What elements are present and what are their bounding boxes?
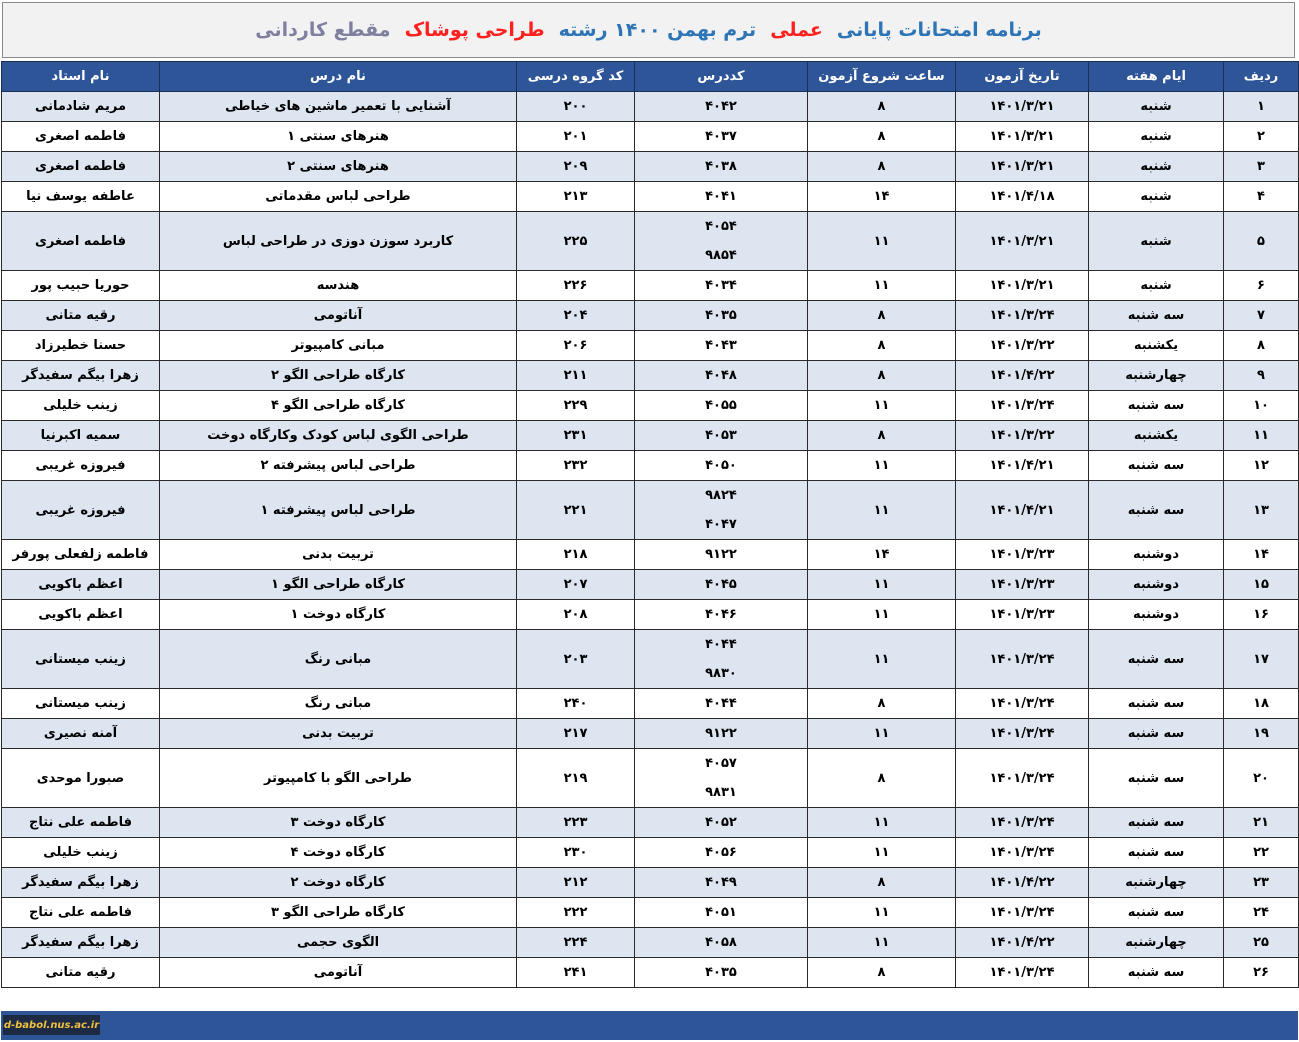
group-code-cell: ۲۲۴ — [517, 928, 635, 958]
course-code-value: ۴۰۴۳ — [705, 338, 737, 353]
row-number-cell: ۱۴ — [1224, 540, 1299, 570]
title-part5: مقطع کاردانی — [255, 19, 391, 41]
row-number-cell: ۱۷ — [1224, 630, 1299, 689]
group-code-cell: ۲۰۴ — [517, 301, 635, 331]
weekday-cell: سه شنبه — [1089, 301, 1224, 331]
table-row — [2, 928, 1299, 958]
course-code-value: ۹۸۵۴ — [705, 248, 737, 263]
teacher-name-cell: زینب خلیلی — [2, 391, 160, 421]
course-code-value: ۴۰۴۲ — [705, 99, 737, 114]
course-code-cell — [635, 540, 808, 570]
exam-date-cell: ۱۴۰۱/۴/۲۱ — [956, 481, 1089, 540]
course-name-cell: کارگاه طراحی الگو ۲ — [160, 361, 517, 391]
weekday-cell: دوشنبه — [1089, 570, 1224, 600]
header-group-code: کد گروه درسی — [517, 62, 635, 92]
table-row — [2, 689, 1299, 719]
course-code-value: ۴۰۵۸ — [705, 935, 737, 950]
teacher-name-cell: اعظم باکویی — [2, 570, 160, 600]
course-name-cell: کارگاه طراحی الگو ۱ — [160, 570, 517, 600]
exam-date-cell: ۱۴۰۱/۳/۲۴ — [956, 898, 1089, 928]
course-code-value: ۴۰۵۷ — [705, 756, 737, 771]
weekday-cell: سه شنبه — [1089, 481, 1224, 540]
weekday-cell: چهارشنبه — [1089, 868, 1224, 898]
exam-date-cell: ۱۴۰۱/۳/۲۴ — [956, 958, 1089, 988]
course-name-cell: هندسه — [160, 271, 517, 301]
group-code-cell: ۲۲۲ — [517, 898, 635, 928]
course-name-cell: کارگاه طراحی الگو ۴ — [160, 391, 517, 421]
course-name-cell: مبانی رنگ — [160, 630, 517, 689]
exam-schedule-table — [1, 61, 1299, 988]
exam-date-cell: ۱۴۰۱/۳/۲۱ — [956, 92, 1089, 122]
course-code-cell — [635, 122, 808, 152]
course-name-cell: طراحی الگوی لباس کودک وکارگاه دوخت — [160, 421, 517, 451]
exam-date-cell: ۱۴۰۱/۳/۲۴ — [956, 719, 1089, 749]
start-time-cell: ۸ — [808, 421, 956, 451]
course-code-value: ۹۸۳۰ — [705, 666, 737, 681]
course-code-value: ۴۰۵۱ — [705, 905, 737, 920]
weekday-cell: سه شنبه — [1089, 808, 1224, 838]
course-name-cell: تربیت بدنی — [160, 540, 517, 570]
weekday-cell: سه شنبه — [1089, 898, 1224, 928]
site-logo: d-babol.nus.ac.ir — [3, 1015, 100, 1035]
start-time-cell: ۸ — [808, 92, 956, 122]
table-row — [2, 540, 1299, 570]
row-number-cell: ۲۶ — [1224, 958, 1299, 988]
table-row — [2, 630, 1299, 689]
start-time-cell: ۱۱ — [808, 898, 956, 928]
course-code-value: ۴۰۵۵ — [705, 398, 737, 413]
weekday-cell: چهارشنبه — [1089, 361, 1224, 391]
row-number-cell: ۱۶ — [1224, 600, 1299, 630]
teacher-name-cell: اعظم باکویی — [2, 600, 160, 630]
row-number-cell: ۱۲ — [1224, 451, 1299, 481]
course-name-cell: تربیت بدنی — [160, 719, 517, 749]
weekday-cell: شنبه — [1089, 92, 1224, 122]
course-code-value: ۴۰۴۷ — [705, 517, 737, 532]
course-name-cell: طراحی الگو با کامپیوتر — [160, 749, 517, 808]
row-number-cell: ۱ — [1224, 92, 1299, 122]
weekday-cell: سه شنبه — [1089, 719, 1224, 749]
exam-date-cell: ۱۴۰۱/۳/۲۴ — [956, 391, 1089, 421]
course-code-cell — [635, 719, 808, 749]
course-code-value: ۴۰۳۴ — [705, 278, 737, 293]
group-code-cell: ۲۱۸ — [517, 540, 635, 570]
weekday-cell: دوشنبه — [1089, 540, 1224, 570]
exam-date-cell: ۱۴۰۱/۳/۲۱ — [956, 212, 1089, 271]
exam-date-cell: ۱۴۰۱/۳/۲۲ — [956, 331, 1089, 361]
table-row — [2, 868, 1299, 898]
teacher-name-cell: رقیه متانی — [2, 958, 160, 988]
teacher-name-cell: زهرا بیگم سفیدگر — [2, 868, 160, 898]
weekday-cell: سه شنبه — [1089, 749, 1224, 808]
weekday-cell: سه شنبه — [1089, 689, 1224, 719]
teacher-name-cell: فاطمه زلفعلی پورفر — [2, 540, 160, 570]
weekday-cell: دوشنبه — [1089, 600, 1224, 630]
group-code-cell: ۲۱۹ — [517, 749, 635, 808]
course-name-cell: کارگاه دوخت ۲ — [160, 868, 517, 898]
group-code-cell: ۲۰۹ — [517, 152, 635, 182]
weekday-cell: سه شنبه — [1089, 391, 1224, 421]
teacher-name-cell: سمیه اکبرنیا — [2, 421, 160, 451]
course-code-cell — [635, 808, 808, 838]
start-time-cell: ۱۱ — [808, 391, 956, 421]
table-row — [2, 808, 1299, 838]
start-time-cell: ۸ — [808, 361, 956, 391]
course-code-value: ۴۰۴۶ — [705, 607, 737, 622]
start-time-cell: ۱۱ — [808, 481, 956, 540]
course-name-cell: کارگاه دوخت ۳ — [160, 808, 517, 838]
row-number-cell: ۴ — [1224, 182, 1299, 212]
exam-date-cell: ۱۴۰۱/۳/۲۴ — [956, 630, 1089, 689]
title-part2: عملی — [770, 19, 823, 41]
start-time-cell: ۸ — [808, 152, 956, 182]
row-number-cell: ۱۸ — [1224, 689, 1299, 719]
course-name-cell: کاربرد سوزن دوزی در طراحی لباس — [160, 212, 517, 271]
start-time-cell: ۱۱ — [808, 719, 956, 749]
row-number-cell: ۱۰ — [1224, 391, 1299, 421]
course-code-cell — [635, 749, 808, 808]
start-time-cell: ۱۱ — [808, 600, 956, 630]
course-code-cell — [635, 689, 808, 719]
course-code-value: ۴۰۵۴ — [705, 219, 737, 234]
start-time-cell: ۸ — [808, 689, 956, 719]
teacher-name-cell: فاطمه اصغری — [2, 152, 160, 182]
start-time-cell: ۱۱ — [808, 630, 956, 689]
title-part1: برنامه امتحانات پایانی — [836, 19, 1042, 41]
table-row — [2, 122, 1299, 152]
table-row — [2, 570, 1299, 600]
group-code-cell: ۲۱۱ — [517, 361, 635, 391]
exam-date-cell: ۱۴۰۱/۳/۲۱ — [956, 271, 1089, 301]
table-row — [2, 898, 1299, 928]
exam-date-cell: ۱۴۰۱/۳/۲۴ — [956, 838, 1089, 868]
exam-date-cell: ۱۴۰۱/۳/۲۱ — [956, 152, 1089, 182]
start-time-cell: ۱۱ — [808, 808, 956, 838]
group-code-cell: ۲۲۱ — [517, 481, 635, 540]
header-row-number: ردیف — [1224, 62, 1299, 92]
teacher-name-cell: فیروزه غریبی — [2, 451, 160, 481]
start-time-cell: ۸ — [808, 958, 956, 988]
course-code-cell — [635, 898, 808, 928]
teacher-name-cell: زینب میستانی — [2, 630, 160, 689]
course-code-cell — [635, 182, 808, 212]
row-number-cell: ۲۳ — [1224, 868, 1299, 898]
course-code-cell — [635, 481, 808, 540]
exam-date-cell: ۱۴۰۱/۴/۲۲ — [956, 868, 1089, 898]
course-name-cell: مبانی کامپیوتر — [160, 331, 517, 361]
course-code-cell — [635, 301, 808, 331]
exam-date-cell: ۱۴۰۱/۳/۲۳ — [956, 540, 1089, 570]
course-name-cell: الگوی حجمی — [160, 928, 517, 958]
table-row — [2, 152, 1299, 182]
group-code-cell: ۲۰۸ — [517, 600, 635, 630]
exam-date-cell: ۱۴۰۱/۳/۲۴ — [956, 808, 1089, 838]
header-exam-date: تاریخ آزمون — [956, 62, 1089, 92]
exam-date-cell: ۱۴۰۱/۴/۱۸ — [956, 182, 1089, 212]
table-row — [2, 182, 1299, 212]
weekday-cell: شنبه — [1089, 182, 1224, 212]
group-code-cell: ۲۱۷ — [517, 719, 635, 749]
weekday-cell: سه شنبه — [1089, 838, 1224, 868]
exam-date-cell: ۱۴۰۱/۳/۲۴ — [956, 301, 1089, 331]
weekday-cell: شنبه — [1089, 152, 1224, 182]
start-time-cell: ۱۱ — [808, 451, 956, 481]
footer-bar — [1, 1011, 1298, 1040]
table-row — [2, 331, 1299, 361]
exam-date-cell: ۱۴۰۱/۳/۲۴ — [956, 749, 1089, 808]
start-time-cell: ۱۱ — [808, 928, 956, 958]
exam-date-cell: ۱۴۰۱/۳/۲۲ — [956, 421, 1089, 451]
teacher-name-cell: زهرا بیگم سفیدگر — [2, 361, 160, 391]
teacher-name-cell: حوریا حبیب پور — [2, 271, 160, 301]
group-code-cell: ۲۳۰ — [517, 838, 635, 868]
teacher-name-cell: فیروزه غریبی — [2, 481, 160, 540]
course-code-value: ۴۰۴۴ — [705, 637, 737, 652]
course-name-cell: کارگاه دوخت ۱ — [160, 600, 517, 630]
course-code-value: ۴۰۵۲ — [705, 815, 737, 830]
row-number-cell: ۲۵ — [1224, 928, 1299, 958]
course-code-cell — [635, 600, 808, 630]
table-row — [2, 212, 1299, 271]
group-code-cell: ۲۱۲ — [517, 868, 635, 898]
row-number-cell: ۹ — [1224, 361, 1299, 391]
start-time-cell: ۸ — [808, 122, 956, 152]
weekday-cell: یکشنبه — [1089, 331, 1224, 361]
course-code-value: ۴۰۵۳ — [705, 428, 737, 443]
course-code-value: ۴۰۵۶ — [705, 845, 737, 860]
group-code-cell: ۲۳۱ — [517, 421, 635, 451]
weekday-cell: یکشنبه — [1089, 421, 1224, 451]
header-weekday: ایام هفته — [1089, 62, 1224, 92]
course-code-value: ۴۰۳۵ — [705, 965, 737, 980]
group-code-cell: ۲۲۹ — [517, 391, 635, 421]
teacher-name-cell: زهرا بیگم سفیدگر — [2, 928, 160, 958]
course-code-value: ۴۰۴۹ — [705, 875, 737, 890]
teacher-name-cell: رقیه متانی — [2, 301, 160, 331]
weekday-cell: سه شنبه — [1089, 451, 1224, 481]
exam-date-cell: ۱۴۰۱/۳/۲۱ — [956, 122, 1089, 152]
group-code-cell: ۲۴۰ — [517, 689, 635, 719]
course-code-cell — [635, 630, 808, 689]
table-body — [2, 92, 1299, 988]
table-row — [2, 451, 1299, 481]
course-code-cell — [635, 212, 808, 271]
table-row — [2, 749, 1299, 808]
course-name-cell: طراحی لباس پیشرفته ۱ — [160, 481, 517, 540]
title-part3: ترم بهمن ۱۴۰۰ رشته — [558, 19, 757, 41]
group-code-cell: ۲۰۶ — [517, 331, 635, 361]
course-code-cell — [635, 838, 808, 868]
group-code-cell: ۲۴۱ — [517, 958, 635, 988]
row-number-cell: ۱۵ — [1224, 570, 1299, 600]
course-name-cell: مبانی رنگ — [160, 689, 517, 719]
course-code-value: ۹۸۲۴ — [705, 488, 737, 503]
course-name-cell: کارگاه طراحی الگو ۳ — [160, 898, 517, 928]
course-code-cell — [635, 868, 808, 898]
row-number-cell: ۷ — [1224, 301, 1299, 331]
course-code-cell — [635, 570, 808, 600]
group-code-cell: ۲۰۱ — [517, 122, 635, 152]
course-code-value: ۴۰۴۱ — [705, 189, 737, 204]
course-code-cell — [635, 92, 808, 122]
header-teacher-name: نام استاد — [2, 62, 160, 92]
group-code-cell: ۲۲۶ — [517, 271, 635, 301]
start-time-cell: ۸ — [808, 868, 956, 898]
course-code-cell — [635, 451, 808, 481]
table-row — [2, 600, 1299, 630]
weekday-cell: چهارشنبه — [1089, 928, 1224, 958]
table-row — [2, 391, 1299, 421]
teacher-name-cell: عاطفه یوسف نیا — [2, 182, 160, 212]
row-number-cell: ۳ — [1224, 152, 1299, 182]
course-name-cell: کارگاه دوخت ۴ — [160, 838, 517, 868]
start-time-cell: ۱۱ — [808, 212, 956, 271]
header-course-name: نام درس — [160, 62, 517, 92]
course-code-value: ۴۰۵۰ — [705, 458, 737, 473]
course-code-cell — [635, 361, 808, 391]
course-code-cell — [635, 152, 808, 182]
group-code-cell: ۲۲۳ — [517, 808, 635, 838]
table-row — [2, 361, 1299, 391]
exam-schedule-table-container — [1, 61, 1298, 988]
course-code-cell — [635, 271, 808, 301]
weekday-cell: شنبه — [1089, 122, 1224, 152]
teacher-name-cell: فاطمه اصغری — [2, 212, 160, 271]
course-code-cell — [635, 331, 808, 361]
header-start-time: ساعت شروع آزمون — [808, 62, 956, 92]
teacher-name-cell: حسنا خطیرزاد — [2, 331, 160, 361]
teacher-name-cell: زینب میستانی — [2, 689, 160, 719]
row-number-cell: ۲ — [1224, 122, 1299, 152]
course-code-value: ۹۱۲۲ — [705, 726, 737, 741]
row-number-cell: ۱۹ — [1224, 719, 1299, 749]
table-row — [2, 92, 1299, 122]
title-part4: طراحی پوشاک — [404, 19, 545, 41]
exam-date-cell: ۱۴۰۱/۴/۲۲ — [956, 361, 1089, 391]
table-row — [2, 481, 1299, 540]
group-code-cell: ۲۲۵ — [517, 212, 635, 271]
exam-date-cell: ۱۴۰۱/۳/۲۴ — [956, 689, 1089, 719]
exam-date-cell: ۱۴۰۱/۴/۲۱ — [956, 451, 1089, 481]
start-time-cell: ۸ — [808, 749, 956, 808]
start-time-cell: ۱۱ — [808, 570, 956, 600]
teacher-name-cell: فاطمه اصغری — [2, 122, 160, 152]
course-code-value: ۴۰۴۵ — [705, 577, 737, 592]
row-number-cell: ۲۱ — [1224, 808, 1299, 838]
group-code-cell: ۲۰۷ — [517, 570, 635, 600]
table-row — [2, 301, 1299, 331]
start-time-cell: ۸ — [808, 331, 956, 361]
course-name-cell: طراحی لباس پیشرفته ۲ — [160, 451, 517, 481]
table-row — [2, 719, 1299, 749]
teacher-name-cell: آمنه نصیری — [2, 719, 160, 749]
course-code-value: ۴۰۳۷ — [705, 129, 737, 144]
start-time-cell: ۱۴ — [808, 540, 956, 570]
table-header-row — [2, 62, 1299, 92]
teacher-name-cell: فاطمه علی نتاج — [2, 898, 160, 928]
course-name-cell: آناتومی — [160, 301, 517, 331]
weekday-cell: سه شنبه — [1089, 630, 1224, 689]
start-time-cell: ۱۱ — [808, 271, 956, 301]
table-row — [2, 838, 1299, 868]
row-number-cell: ۱۱ — [1224, 421, 1299, 451]
course-code-value: ۹۱۲۲ — [705, 547, 737, 562]
course-code-value: ۴۰۴۸ — [705, 368, 737, 383]
course-code-value: ۹۸۳۱ — [705, 785, 737, 800]
start-time-cell: ۸ — [808, 301, 956, 331]
course-code-cell — [635, 391, 808, 421]
course-name-cell: طراحی لباس مقدماتی — [160, 182, 517, 212]
course-code-value: ۴۰۴۴ — [705, 696, 737, 711]
course-code-cell — [635, 958, 808, 988]
group-code-cell: ۲۱۳ — [517, 182, 635, 212]
row-number-cell: ۲۲ — [1224, 838, 1299, 868]
exam-date-cell: ۱۴۰۱/۳/۲۳ — [956, 570, 1089, 600]
exam-date-cell: ۱۴۰۱/۴/۲۲ — [956, 928, 1089, 958]
weekday-cell: شنبه — [1089, 212, 1224, 271]
table-row — [2, 271, 1299, 301]
course-name-cell: هنرهای سنتی ۱ — [160, 122, 517, 152]
row-number-cell: ۵ — [1224, 212, 1299, 271]
teacher-name-cell: صبورا موحدی — [2, 749, 160, 808]
group-code-cell: ۲۰۳ — [517, 630, 635, 689]
group-code-cell: ۲۰۰ — [517, 92, 635, 122]
exam-date-cell: ۱۴۰۱/۳/۲۳ — [956, 600, 1089, 630]
course-code-cell — [635, 421, 808, 451]
table-row — [2, 958, 1299, 988]
group-code-cell: ۲۳۲ — [517, 451, 635, 481]
row-number-cell: ۲۰ — [1224, 749, 1299, 808]
table-row — [2, 421, 1299, 451]
course-name-cell: هنرهای سنتی ۲ — [160, 152, 517, 182]
start-time-cell: ۱۴ — [808, 182, 956, 212]
page-title — [2, 2, 1295, 58]
teacher-name-cell: زینب خلیلی — [2, 838, 160, 868]
row-number-cell: ۶ — [1224, 271, 1299, 301]
weekday-cell: شنبه — [1089, 271, 1224, 301]
course-code-value: ۴۰۳۵ — [705, 308, 737, 323]
weekday-cell: سه شنبه — [1089, 958, 1224, 988]
teacher-name-cell: فاطمه علی نتاج — [2, 808, 160, 838]
course-name-cell: آشنایی با تعمیر ماشین های خیاطی — [160, 92, 517, 122]
start-time-cell: ۱۱ — [808, 838, 956, 868]
row-number-cell: ۲۴ — [1224, 898, 1299, 928]
row-number-cell: ۸ — [1224, 331, 1299, 361]
course-name-cell: آناتومی — [160, 958, 517, 988]
course-code-cell — [635, 928, 808, 958]
teacher-name-cell: مریم شادمانی — [2, 92, 160, 122]
row-number-cell: ۱۳ — [1224, 481, 1299, 540]
course-code-value: ۴۰۳۸ — [705, 159, 737, 174]
header-course-code: کددرس — [635, 62, 808, 92]
